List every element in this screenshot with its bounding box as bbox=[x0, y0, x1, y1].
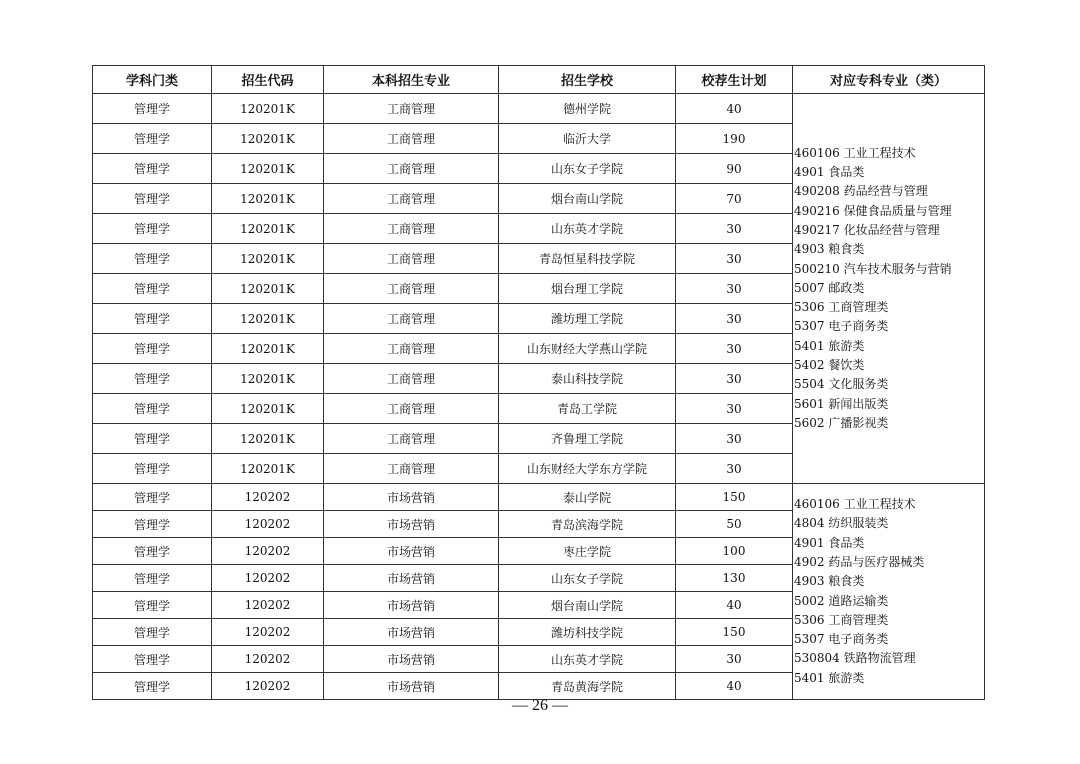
cell-school: 青岛工学院 bbox=[499, 394, 676, 424]
related-major-item: 4903 粮食类 bbox=[794, 242, 865, 257]
header-school: 招生学校 bbox=[499, 66, 676, 94]
cell-discipline: 管理学 bbox=[93, 94, 212, 124]
related-major-item: 5002 道路运输类 bbox=[794, 593, 889, 608]
cell-school: 潍坊科技学院 bbox=[499, 619, 676, 646]
cell-major: 市场营销 bbox=[324, 592, 499, 619]
cell-plan: 30 bbox=[676, 214, 793, 244]
table-row bbox=[93, 484, 985, 511]
cell-discipline: 管理学 bbox=[93, 511, 212, 538]
cell-discipline: 管理学 bbox=[93, 394, 212, 424]
cell-school: 青岛恒星科技学院 bbox=[499, 244, 676, 274]
cell-discipline: 管理学 bbox=[93, 334, 212, 364]
cell-code: 120201K bbox=[212, 94, 324, 124]
cell-plan: 30 bbox=[676, 454, 793, 484]
cell-major: 工商管理 bbox=[324, 364, 499, 394]
related-major-item: 5401 旅游类 bbox=[794, 670, 865, 685]
cell-plan: 40 bbox=[676, 94, 793, 124]
cell-school: 青岛黄海学院 bbox=[499, 673, 676, 700]
related-major-item: 5307 电子商务类 bbox=[794, 632, 889, 647]
cell-code: 120202 bbox=[212, 673, 324, 700]
related-major-item: 4804 纺织服装类 bbox=[794, 516, 889, 531]
cell-school: 山东女子学院 bbox=[499, 154, 676, 184]
cell-plan: 190 bbox=[676, 124, 793, 154]
cell-major: 工商管理 bbox=[324, 424, 499, 454]
cell-plan: 40 bbox=[676, 592, 793, 619]
cell-school: 泰山学院 bbox=[499, 484, 676, 511]
cell-code: 120201K bbox=[212, 244, 324, 274]
cell-discipline: 管理学 bbox=[93, 184, 212, 214]
cell-school: 山东财经大学东方学院 bbox=[499, 454, 676, 484]
cell-major: 工商管理 bbox=[324, 214, 499, 244]
related-major-item: 460106 工业工程技术 bbox=[794, 145, 916, 160]
cell-discipline: 管理学 bbox=[93, 484, 212, 511]
cell-school: 齐鲁理工学院 bbox=[499, 424, 676, 454]
cell-code: 120202 bbox=[212, 565, 324, 592]
related-major-item: 4902 药品与医疗器械类 bbox=[794, 554, 925, 569]
cell-code: 120201K bbox=[212, 184, 324, 214]
page-number: — 26 — bbox=[512, 697, 568, 714]
cell-code: 120201K bbox=[212, 364, 324, 394]
cell-discipline: 管理学 bbox=[93, 274, 212, 304]
cell-plan: 30 bbox=[676, 646, 793, 673]
cell-major: 工商管理 bbox=[324, 454, 499, 484]
related-major-item: 5402 餐饮类 bbox=[794, 358, 865, 373]
cell-school: 山东女子学院 bbox=[499, 565, 676, 592]
cell-major: 市场营销 bbox=[324, 565, 499, 592]
cell-discipline: 管理学 bbox=[93, 214, 212, 244]
header-code: 招生代码 bbox=[212, 66, 324, 94]
cell-code: 120202 bbox=[212, 484, 324, 511]
related-major-item: 5401 旅游类 bbox=[794, 338, 865, 353]
cell-discipline: 管理学 bbox=[93, 565, 212, 592]
related-major-item: 460106 工业工程技术 bbox=[794, 497, 916, 512]
cell-major: 工商管理 bbox=[324, 124, 499, 154]
header-major: 本科招生专业 bbox=[324, 66, 499, 94]
cell-plan: 90 bbox=[676, 154, 793, 184]
cell-discipline: 管理学 bbox=[93, 592, 212, 619]
admission-table bbox=[92, 65, 985, 700]
cell-school: 山东英才学院 bbox=[499, 214, 676, 244]
cell-plan: 150 bbox=[676, 619, 793, 646]
cell-school: 泰山科技学院 bbox=[499, 364, 676, 394]
cell-code: 120201K bbox=[212, 214, 324, 244]
related-major-item: 5504 文化服务类 bbox=[794, 377, 889, 392]
cell-discipline: 管理学 bbox=[93, 124, 212, 154]
cell-code: 120201K bbox=[212, 454, 324, 484]
cell-discipline: 管理学 bbox=[93, 538, 212, 565]
cell-code: 120201K bbox=[212, 274, 324, 304]
cell-major: 市场营销 bbox=[324, 484, 499, 511]
cell-plan: 30 bbox=[676, 244, 793, 274]
related-major-item: 4903 粮食类 bbox=[794, 574, 865, 589]
cell-code: 120201K bbox=[212, 124, 324, 154]
cell-major: 工商管理 bbox=[324, 154, 499, 184]
cell-plan: 100 bbox=[676, 538, 793, 565]
cell-code: 120201K bbox=[212, 304, 324, 334]
cell-school: 烟台南山学院 bbox=[499, 592, 676, 619]
cell-school: 潍坊理工学院 bbox=[499, 304, 676, 334]
related-majors-cell bbox=[793, 484, 985, 700]
cell-school: 青岛滨海学院 bbox=[499, 511, 676, 538]
related-major-item: 5602 广播影视类 bbox=[794, 415, 889, 430]
cell-school: 烟台理工学院 bbox=[499, 274, 676, 304]
cell-plan: 30 bbox=[676, 424, 793, 454]
related-major-item: 500210 汽车技术服务与营销 bbox=[794, 261, 952, 276]
cell-plan: 130 bbox=[676, 565, 793, 592]
cell-major: 工商管理 bbox=[324, 394, 499, 424]
cell-plan: 40 bbox=[676, 673, 793, 700]
related-major-item: 4901 食品类 bbox=[794, 165, 865, 180]
cell-discipline: 管理学 bbox=[93, 454, 212, 484]
cell-plan: 30 bbox=[676, 364, 793, 394]
related-major-item: 490216 保健食品质量与管理 bbox=[794, 203, 952, 218]
cell-discipline: 管理学 bbox=[93, 619, 212, 646]
cell-code: 120201K bbox=[212, 154, 324, 184]
related-major-item: 5601 新闻出版类 bbox=[794, 396, 889, 411]
cell-discipline: 管理学 bbox=[93, 673, 212, 700]
cell-major: 工商管理 bbox=[324, 94, 499, 124]
cell-discipline: 管理学 bbox=[93, 154, 212, 184]
cell-code: 120201K bbox=[212, 334, 324, 364]
related-majors-cell bbox=[793, 94, 985, 484]
cell-major: 工商管理 bbox=[324, 184, 499, 214]
cell-plan: 30 bbox=[676, 334, 793, 364]
cell-school: 临沂大学 bbox=[499, 124, 676, 154]
cell-plan: 30 bbox=[676, 274, 793, 304]
cell-major: 市场营销 bbox=[324, 619, 499, 646]
related-major-item: 490217 化妆品经营与管理 bbox=[794, 222, 940, 237]
header-plan: 校荐生计划 bbox=[676, 66, 793, 94]
related-major-item: 5306 工商管理类 bbox=[794, 300, 889, 315]
related-major-item: 5007 邮政类 bbox=[794, 280, 865, 295]
table-row bbox=[93, 94, 985, 124]
cell-major: 市场营销 bbox=[324, 673, 499, 700]
cell-discipline: 管理学 bbox=[93, 424, 212, 454]
cell-major: 市场营销 bbox=[324, 511, 499, 538]
header-related-majors: 对应专科专业（类） bbox=[793, 66, 985, 94]
cell-discipline: 管理学 bbox=[93, 364, 212, 394]
cell-major: 市场营销 bbox=[324, 538, 499, 565]
cell-major: 工商管理 bbox=[324, 304, 499, 334]
cell-code: 120202 bbox=[212, 592, 324, 619]
cell-discipline: 管理学 bbox=[93, 244, 212, 274]
header-row bbox=[93, 66, 985, 94]
cell-school: 山东财经大学燕山学院 bbox=[499, 334, 676, 364]
cell-code: 120202 bbox=[212, 646, 324, 673]
cell-code: 120201K bbox=[212, 424, 324, 454]
cell-major: 工商管理 bbox=[324, 274, 499, 304]
related-major-item: 530804 铁路物流管理 bbox=[794, 651, 916, 666]
cell-school: 德州学院 bbox=[499, 94, 676, 124]
cell-plan: 70 bbox=[676, 184, 793, 214]
cell-plan: 50 bbox=[676, 511, 793, 538]
cell-discipline: 管理学 bbox=[93, 304, 212, 334]
cell-code: 120202 bbox=[212, 619, 324, 646]
cell-code: 120202 bbox=[212, 511, 324, 538]
cell-code: 120201K bbox=[212, 394, 324, 424]
related-major-item: 5307 电子商务类 bbox=[794, 319, 889, 334]
related-major-item: 4901 食品类 bbox=[794, 535, 865, 550]
cell-major: 工商管理 bbox=[324, 334, 499, 364]
cell-school: 枣庄学院 bbox=[499, 538, 676, 565]
cell-school: 山东英才学院 bbox=[499, 646, 676, 673]
related-major-item: 490208 药品经营与管理 bbox=[794, 184, 928, 199]
cell-plan: 150 bbox=[676, 484, 793, 511]
cell-school: 烟台南山学院 bbox=[499, 184, 676, 214]
cell-code: 120202 bbox=[212, 538, 324, 565]
header-discipline: 学科门类 bbox=[93, 66, 212, 94]
cell-plan: 30 bbox=[676, 304, 793, 334]
related-major-item: 5306 工商管理类 bbox=[794, 612, 889, 627]
cell-plan: 30 bbox=[676, 394, 793, 424]
cell-major: 工商管理 bbox=[324, 244, 499, 274]
cell-discipline: 管理学 bbox=[93, 646, 212, 673]
cell-major: 市场营销 bbox=[324, 646, 499, 673]
